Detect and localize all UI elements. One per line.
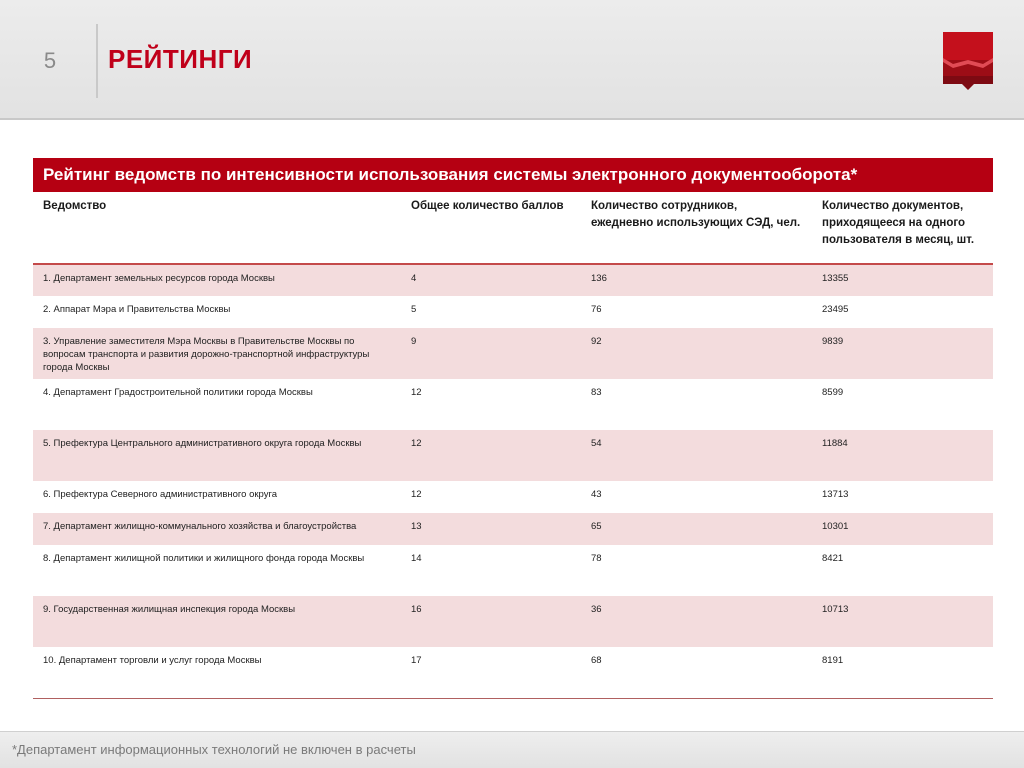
cell-score: 13: [411, 521, 422, 532]
cell-department: 6. Префектура Северного административного округа: [43, 489, 277, 500]
cell-score: 12: [411, 387, 422, 398]
cell-score: 12: [411, 438, 422, 449]
footnote: *Департамент информационных технологий не включен в расчеты: [12, 742, 416, 757]
cell-documents: 13355: [822, 273, 849, 284]
cell-score: 5: [411, 304, 417, 315]
page-title: РЕЙТИНГИ: [108, 44, 253, 74]
cell-employees: 65: [591, 521, 602, 532]
cell-department: 7. Департамент жилищно-коммунального хозяйства и благоустройства: [43, 521, 357, 532]
cell-department: 10. Департамент торговли и услуг города Москвы: [43, 655, 262, 666]
cell-department: 1. Департамент земельных ресурсов города Москвы: [43, 273, 275, 284]
cell-documents: 10713: [822, 604, 849, 615]
cell-score: 12: [411, 489, 422, 500]
cell-documents: 10301: [822, 521, 849, 532]
cell-department: 5. Префектура Центрального административного округа города Москвы: [43, 438, 362, 449]
cell-employees: 136: [591, 273, 607, 284]
cell-score: 9: [411, 336, 417, 347]
cell-department: 8. Департамент жилищной политики и жилищного фонда города Москвы: [43, 553, 365, 564]
cell-documents: 11884: [822, 438, 848, 449]
table-row: [33, 264, 993, 296]
column-header-score: Общее количество баллов: [411, 200, 564, 212]
slide-header: [0, 0, 1024, 120]
table-row: [33, 647, 993, 698]
cell-documents: 9839: [822, 336, 844, 347]
cell-documents: 8191: [822, 655, 844, 666]
slide-footer: [0, 731, 1024, 768]
cell-documents: 13713: [822, 489, 849, 500]
table-row: [33, 596, 993, 647]
cell-documents: 23495: [822, 304, 849, 315]
cell-score: 4: [411, 273, 417, 284]
cell-documents: 8421: [822, 553, 844, 564]
table-header-row: [33, 192, 993, 264]
cell-department: 3. Управление заместителя Мэра Москвы в Правительстве Москвы по вопросам транспорта и развития дорожно-транспортной инфраструктуры города Москвы: [43, 336, 370, 373]
cell-employees: 76: [591, 304, 602, 315]
rating-table: [33, 192, 993, 699]
cell-employees: 92: [591, 336, 602, 347]
table-row: [33, 296, 993, 328]
table-row: [33, 481, 993, 513]
cell-score: 14: [411, 553, 422, 564]
cell-employees: 83: [591, 387, 602, 398]
cell-employees: 43: [591, 489, 602, 500]
table-row: [33, 379, 993, 430]
cell-employees: 54: [591, 438, 602, 449]
table-row: [33, 328, 993, 379]
rating-table-container: [33, 158, 993, 699]
cell-score: 16: [411, 604, 422, 615]
column-header-documents: Количество документов, приходящееся на одного пользователя в месяц, шт.: [822, 200, 975, 246]
cell-department: 9. Государственная жилищная инспекция города Москвы: [43, 604, 296, 615]
table-title: Рейтинг ведомств по интенсивности использования системы электронного документооборота*: [33, 158, 993, 192]
slide-number: 5: [43, 48, 57, 73]
moscow-emblem-icon: [943, 32, 993, 92]
column-header-department: Ведомство: [43, 200, 107, 212]
table-row: [33, 545, 993, 596]
column-header-employees: Количество сотрудников, ежедневно использующих СЭД, чел.: [591, 200, 801, 229]
cell-score: 17: [411, 655, 422, 666]
table-row: [33, 513, 993, 545]
cell-documents: 8599: [822, 387, 844, 398]
table-row: [33, 430, 993, 481]
cell-employees: 68: [591, 655, 602, 666]
cell-employees: 78: [591, 553, 602, 564]
cell-department: 4. Департамент Градостроительной политики города Москвы: [43, 387, 313, 398]
header-divider: [96, 24, 98, 98]
cell-employees: 36: [591, 604, 602, 615]
cell-department: 2. Аппарат Мэра и Правительства Москвы: [43, 304, 231, 315]
